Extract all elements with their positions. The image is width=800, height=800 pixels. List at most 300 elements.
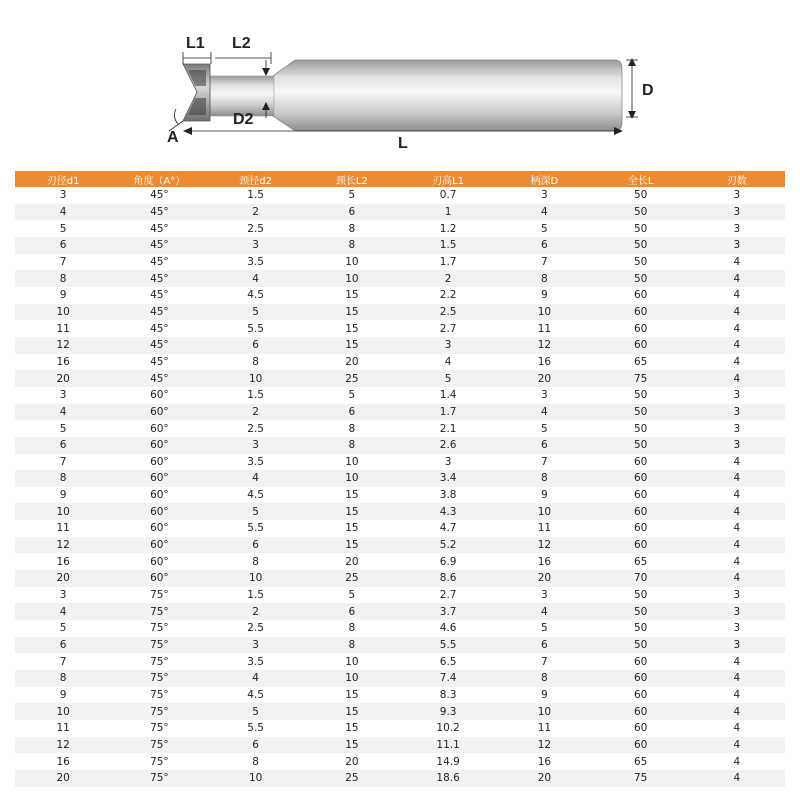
table-cell: 10 xyxy=(304,670,400,687)
table-cell: 4 xyxy=(733,455,741,468)
table-cell: 4 xyxy=(689,670,785,687)
table-cell: 8 xyxy=(304,237,400,254)
table-cell: 60 xyxy=(593,337,689,354)
table-cell: 11 xyxy=(56,722,70,735)
table-cell: 10.2 xyxy=(436,722,460,735)
table-cell: 2.5 xyxy=(400,304,496,321)
table-cell: 4 xyxy=(689,537,785,554)
table-row xyxy=(15,254,785,271)
table-cell: 4 xyxy=(733,555,741,568)
table-header-row xyxy=(15,171,785,187)
table-cell: 3 xyxy=(59,589,67,602)
label-l1: L1 xyxy=(186,35,205,52)
table-cell: 45° xyxy=(150,222,169,235)
table-cell: 5 xyxy=(348,189,356,202)
table-cell: 4 xyxy=(689,270,785,287)
table-cell: 2.5 xyxy=(247,622,264,635)
table-cell: 20 xyxy=(345,555,359,568)
table-cell: 3 xyxy=(541,189,548,202)
table-row xyxy=(15,337,785,354)
table-cell: 60 xyxy=(633,722,648,735)
table-cell: 8 xyxy=(252,555,259,568)
table-cell: 3 xyxy=(541,589,548,602)
table-cell: 25 xyxy=(304,570,400,587)
table-cell: 4.7 xyxy=(439,522,457,535)
table-row xyxy=(15,670,785,687)
table-cell: 4 xyxy=(15,603,111,620)
table-cell: 2.5 xyxy=(247,422,264,435)
table-cell: 10 xyxy=(345,455,359,468)
table-cell: 5 xyxy=(59,222,67,235)
table-cell: 5 xyxy=(348,589,356,602)
table-cell: 75° xyxy=(150,755,169,768)
table-cell: 4.5 xyxy=(247,689,264,702)
table-cell: 10 xyxy=(304,470,400,487)
spec-table xyxy=(15,171,785,787)
table-cell: 4.5 xyxy=(247,289,264,302)
tool-shank xyxy=(273,60,622,131)
table-cell: 45° xyxy=(111,237,207,254)
table-cell: 10 xyxy=(345,255,359,268)
table-cell: 45° xyxy=(111,370,207,387)
table-cell: 4 xyxy=(208,470,304,487)
table-row xyxy=(15,520,785,537)
table-cell: 3 xyxy=(59,189,67,202)
table-cell: 60° xyxy=(150,489,169,502)
table-cell: 65 xyxy=(633,355,648,368)
table-row xyxy=(15,603,785,620)
table-cell: 3 xyxy=(689,204,785,221)
table-cell: 4.6 xyxy=(439,622,457,635)
table-cell: 8 xyxy=(252,755,259,768)
table-row xyxy=(15,487,785,504)
table-cell: 20 xyxy=(345,755,359,768)
table-cell: 60 xyxy=(633,489,648,502)
table-cell: 4 xyxy=(733,289,741,302)
table-cell: 50 xyxy=(593,404,689,421)
table-cell: 8 xyxy=(496,270,592,287)
table-cell: 3.8 xyxy=(439,489,457,502)
table-cell: 4 xyxy=(733,522,741,535)
table-cell: 45° xyxy=(150,189,169,202)
table-cell: 3 xyxy=(733,622,741,635)
table-cell: 1.7 xyxy=(400,404,496,421)
table-row xyxy=(15,220,785,237)
table-cell: 75° xyxy=(111,670,207,687)
table-cell: 25 xyxy=(304,370,400,387)
table-cell: 10 xyxy=(496,503,592,520)
table-cell: 50 xyxy=(593,637,689,654)
table-cell: 4.5 xyxy=(247,489,264,502)
table-cell: 3 xyxy=(733,389,741,402)
table-row xyxy=(15,404,785,421)
table-cell: 16 xyxy=(56,755,70,768)
table-cell: 50 xyxy=(593,270,689,287)
table-cell: 3 xyxy=(733,589,741,602)
table-cell: 5 xyxy=(208,304,304,321)
table-cell: 6 xyxy=(15,437,111,454)
table-row xyxy=(15,737,785,754)
table-cell: 15 xyxy=(345,322,359,335)
table-cell: 10 xyxy=(15,503,111,520)
table-cell: 2 xyxy=(208,404,304,421)
table-cell: 12 xyxy=(15,737,111,754)
table-cell: 45° xyxy=(150,289,169,302)
table-cell: 18.6 xyxy=(400,770,496,787)
table-cell: 12 xyxy=(15,337,111,354)
table-cell: 8 xyxy=(348,422,356,435)
table-cell: 45° xyxy=(111,270,207,287)
table-cell: 50 xyxy=(633,589,648,602)
table-row xyxy=(15,637,785,654)
table-cell: 60 xyxy=(633,522,648,535)
table-cell: 7 xyxy=(541,255,548,268)
table-cell: 60 xyxy=(633,689,648,702)
table-cell: 6 xyxy=(496,237,592,254)
table-cell: 20 xyxy=(496,570,592,587)
table-cell: 75° xyxy=(150,689,169,702)
table-cell: 6 xyxy=(15,637,111,654)
table-cell: 60 xyxy=(633,655,648,668)
table-cell: 3.5 xyxy=(247,255,264,268)
label-l2: L2 xyxy=(232,35,251,52)
table-cell: 8 xyxy=(15,270,111,287)
table-cell: 45° xyxy=(150,322,169,335)
table-row xyxy=(15,620,785,637)
table-cell: 12 xyxy=(496,337,592,354)
table-cell: 7 xyxy=(59,455,67,468)
table-cell: 1.2 xyxy=(439,222,457,235)
table-cell: 75° xyxy=(111,737,207,754)
table-cell: 4 xyxy=(689,370,785,387)
table-cell: 50 xyxy=(593,603,689,620)
table-cell: 75° xyxy=(150,722,169,735)
table-cell: 45° xyxy=(150,255,169,268)
table-cell: 9.3 xyxy=(400,703,496,720)
table-cell: 45° xyxy=(150,355,169,368)
table-cell: 45° xyxy=(111,204,207,221)
table-cell: 6 xyxy=(208,737,304,754)
table-cell: 4 xyxy=(689,304,785,321)
table-cell: 16 xyxy=(537,355,552,368)
table-cell: 2 xyxy=(208,204,304,221)
table-cell: 15 xyxy=(345,722,359,735)
table-cell: 60 xyxy=(593,470,689,487)
col-header-flutes: 刃数 xyxy=(689,171,785,187)
table-cell: 15 xyxy=(345,289,359,302)
table-cell: 9 xyxy=(59,689,67,702)
table-cell: 8 xyxy=(348,622,356,635)
table-row xyxy=(15,304,785,321)
table-cell: 60 xyxy=(633,455,648,468)
table-cell: 4 xyxy=(733,689,741,702)
table-row xyxy=(15,553,785,570)
table-cell: 5 xyxy=(208,703,304,720)
table-cell: 15 xyxy=(345,489,359,502)
table-cell: 15 xyxy=(304,737,400,754)
table-cell: 2.1 xyxy=(439,422,457,435)
table-row xyxy=(15,503,785,520)
table-cell: 6.5 xyxy=(439,655,457,668)
dovetail-cutter-drawing xyxy=(0,0,800,165)
table-cell: 10 xyxy=(208,570,304,587)
table-cell: 60° xyxy=(111,503,207,520)
table-cell: 8 xyxy=(496,670,592,687)
table-cell: 2 xyxy=(400,270,496,287)
table-cell: 5 xyxy=(59,622,67,635)
table-cell: 11 xyxy=(56,322,70,335)
table-cell: 1 xyxy=(400,204,496,221)
table-cell: 1.5 xyxy=(247,589,264,602)
table-cell: 7 xyxy=(541,455,548,468)
table-cell: 3 xyxy=(208,437,304,454)
table-cell: 12 xyxy=(496,537,592,554)
table-cell: 4 xyxy=(733,322,741,335)
table-cell: 4 xyxy=(208,270,304,287)
table-row xyxy=(15,320,785,337)
table-cell: 6 xyxy=(15,237,111,254)
table-cell: 4 xyxy=(496,204,592,221)
table-cell: 9 xyxy=(541,489,548,502)
table-cell: 20 xyxy=(15,570,111,587)
table-cell: 3.5 xyxy=(247,655,264,668)
table-cell: 5.5 xyxy=(247,322,264,335)
col-header-overall-length: 全长L xyxy=(593,171,689,187)
table-cell: 3 xyxy=(689,637,785,654)
table-cell: 11 xyxy=(537,722,552,735)
table-cell: 4 xyxy=(689,770,785,787)
table-cell: 16 xyxy=(56,355,70,368)
table-cell: 4 xyxy=(496,603,592,620)
table-cell: 2.2 xyxy=(439,289,457,302)
table-cell: 4 xyxy=(208,670,304,687)
table-cell: 6 xyxy=(496,637,592,654)
table-cell: 25 xyxy=(304,770,400,787)
table-cell: 15 xyxy=(304,537,400,554)
table-cell: 2 xyxy=(208,603,304,620)
table-cell: 65 xyxy=(633,555,648,568)
table-cell: 16 xyxy=(537,755,552,768)
table-cell: 10 xyxy=(304,270,400,287)
table-cell: 75° xyxy=(111,770,207,787)
table-cell: 5.5 xyxy=(400,637,496,654)
table-cell: 11.1 xyxy=(400,737,496,754)
table-cell: 1.5 xyxy=(247,389,264,402)
table-cell: 5.2 xyxy=(400,537,496,554)
table-cell: 6 xyxy=(496,437,592,454)
table-cell: 60° xyxy=(150,422,169,435)
table-cell: 20 xyxy=(496,770,592,787)
table-cell: 7.4 xyxy=(400,670,496,687)
table-cell: 4 xyxy=(15,404,111,421)
table-cell: 60° xyxy=(150,555,169,568)
table-cell: 6 xyxy=(304,404,400,421)
table-cell: 5 xyxy=(541,422,548,435)
table-cell: 75 xyxy=(593,770,689,787)
table-body xyxy=(15,187,785,787)
table-cell: 8 xyxy=(15,470,111,487)
table-cell: 4 xyxy=(15,204,111,221)
table-cell: 5 xyxy=(348,389,356,402)
table-cell: 75° xyxy=(150,589,169,602)
table-cell: 60 xyxy=(593,737,689,754)
table-cell: 4 xyxy=(689,737,785,754)
table-cell: 2.6 xyxy=(400,437,496,454)
table-cell: 3 xyxy=(689,603,785,620)
table-cell: 5 xyxy=(541,222,548,235)
table-row xyxy=(15,204,785,221)
table-cell: 8.3 xyxy=(439,689,457,702)
table-cell: 5 xyxy=(541,622,548,635)
table-cell: 20 xyxy=(15,370,111,387)
table-row xyxy=(15,653,785,670)
table-cell: 6 xyxy=(208,537,304,554)
table-row xyxy=(15,720,785,737)
table-cell: 60° xyxy=(150,455,169,468)
table-cell: 45° xyxy=(111,337,207,354)
table-cell: 50 xyxy=(633,389,648,402)
table-cell: 3 xyxy=(733,189,741,202)
table-cell: 1.7 xyxy=(439,255,457,268)
table-cell: 75° xyxy=(150,622,169,635)
table-cell: 3.7 xyxy=(400,603,496,620)
col-header-shank-diameter: 柄深D xyxy=(496,171,592,187)
table-row xyxy=(15,537,785,554)
table-row xyxy=(15,570,785,587)
table-cell: 5 xyxy=(59,422,67,435)
table-cell: 60° xyxy=(111,470,207,487)
table-row xyxy=(15,270,785,287)
table-cell: 5 xyxy=(400,370,496,387)
tool-diagram xyxy=(0,0,800,165)
table-cell: 4.3 xyxy=(400,503,496,520)
table-cell: 50 xyxy=(633,255,648,268)
table-row xyxy=(15,237,785,254)
table-cell: 1.5 xyxy=(400,237,496,254)
table-cell: 60° xyxy=(111,404,207,421)
table-row xyxy=(15,287,785,304)
table-cell: 10 xyxy=(496,304,592,321)
table-cell: 12 xyxy=(496,737,592,754)
col-header-neck-length: 颈长L2 xyxy=(304,171,400,187)
table-cell: 60 xyxy=(593,537,689,554)
table-cell: 5.5 xyxy=(247,722,264,735)
table-row xyxy=(15,420,785,437)
col-header-neck-diameter: 颈径d2 xyxy=(208,171,304,187)
table-cell: 50 xyxy=(633,189,648,202)
table-cell: 60 xyxy=(593,503,689,520)
table-cell: 10 xyxy=(15,703,111,720)
table-cell: 3 xyxy=(208,237,304,254)
table-cell: 5 xyxy=(208,503,304,520)
table-cell: 75° xyxy=(111,637,207,654)
table-cell: 4 xyxy=(733,755,741,768)
table-cell: 60 xyxy=(633,289,648,302)
table-row xyxy=(15,587,785,604)
table-cell: 16 xyxy=(56,555,70,568)
table-cell: 10 xyxy=(208,770,304,787)
table-cell: 6 xyxy=(304,204,400,221)
table-cell: 50 xyxy=(593,204,689,221)
label-d2: D2 xyxy=(233,111,254,128)
table-row xyxy=(15,354,785,371)
table-cell: 70 xyxy=(593,570,689,587)
table-cell: 4 xyxy=(689,503,785,520)
col-header-cutter-diameter: 刃径d1 xyxy=(15,171,111,187)
table-cell: 8 xyxy=(252,355,259,368)
table-row xyxy=(15,770,785,787)
table-cell: 10 xyxy=(496,703,592,720)
table-cell: 6.9 xyxy=(439,555,457,568)
table-cell: 15 xyxy=(304,337,400,354)
table-cell: 8 xyxy=(348,222,356,235)
table-cell: 60° xyxy=(111,570,207,587)
table-cell: 60 xyxy=(593,703,689,720)
table-cell: 4 xyxy=(496,404,592,421)
table-cell: 3 xyxy=(733,422,741,435)
table-cell: 60° xyxy=(150,389,169,402)
table-cell: 45° xyxy=(111,304,207,321)
table-cell: 0.7 xyxy=(439,189,457,202)
table-row xyxy=(15,703,785,720)
table-cell: 6 xyxy=(304,603,400,620)
table-cell: 3 xyxy=(541,389,548,402)
table-cell: 4 xyxy=(733,722,741,735)
table-cell: 4 xyxy=(444,355,452,368)
table-cell: 11 xyxy=(537,522,552,535)
table-cell: 20 xyxy=(496,370,592,387)
table-cell: 65 xyxy=(633,755,648,768)
table-cell: 3 xyxy=(59,389,67,402)
table-cell: 3 xyxy=(208,637,304,654)
table-row xyxy=(15,687,785,704)
table-cell: 6 xyxy=(208,337,304,354)
table-cell: 50 xyxy=(633,422,648,435)
label-l: L xyxy=(398,135,408,152)
table-cell: 11 xyxy=(56,522,70,535)
table-cell: 7 xyxy=(59,255,67,268)
table-cell: 8.6 xyxy=(400,570,496,587)
table-cell: 4 xyxy=(733,355,741,368)
table-cell: 10 xyxy=(208,370,304,387)
table-cell: 4 xyxy=(733,489,741,502)
table-cell: 75° xyxy=(111,703,207,720)
table-cell: 50 xyxy=(593,237,689,254)
table-cell: 12 xyxy=(15,537,111,554)
table-cell: 9 xyxy=(59,289,67,302)
label-a: A xyxy=(167,129,179,146)
table-cell: 15 xyxy=(304,304,400,321)
table-cell: 4 xyxy=(733,255,741,268)
table-row xyxy=(15,370,785,387)
table-cell: 8 xyxy=(15,670,111,687)
table-row xyxy=(15,753,785,770)
label-d: D xyxy=(642,82,654,99)
table-cell: 15 xyxy=(345,689,359,702)
table-cell: 75° xyxy=(150,655,169,668)
table-cell: 50 xyxy=(633,622,648,635)
table-cell: 60° xyxy=(111,537,207,554)
table-cell: 60 xyxy=(593,304,689,321)
table-cell: 7 xyxy=(541,655,548,668)
table-cell: 50 xyxy=(593,437,689,454)
table-cell: 2.7 xyxy=(439,322,457,335)
table-cell: 14.9 xyxy=(436,755,460,768)
table-cell: 7 xyxy=(59,655,67,668)
table-cell: 3 xyxy=(689,237,785,254)
col-header-angle: 角度（A°） xyxy=(111,171,207,187)
table-cell: 20 xyxy=(15,770,111,787)
